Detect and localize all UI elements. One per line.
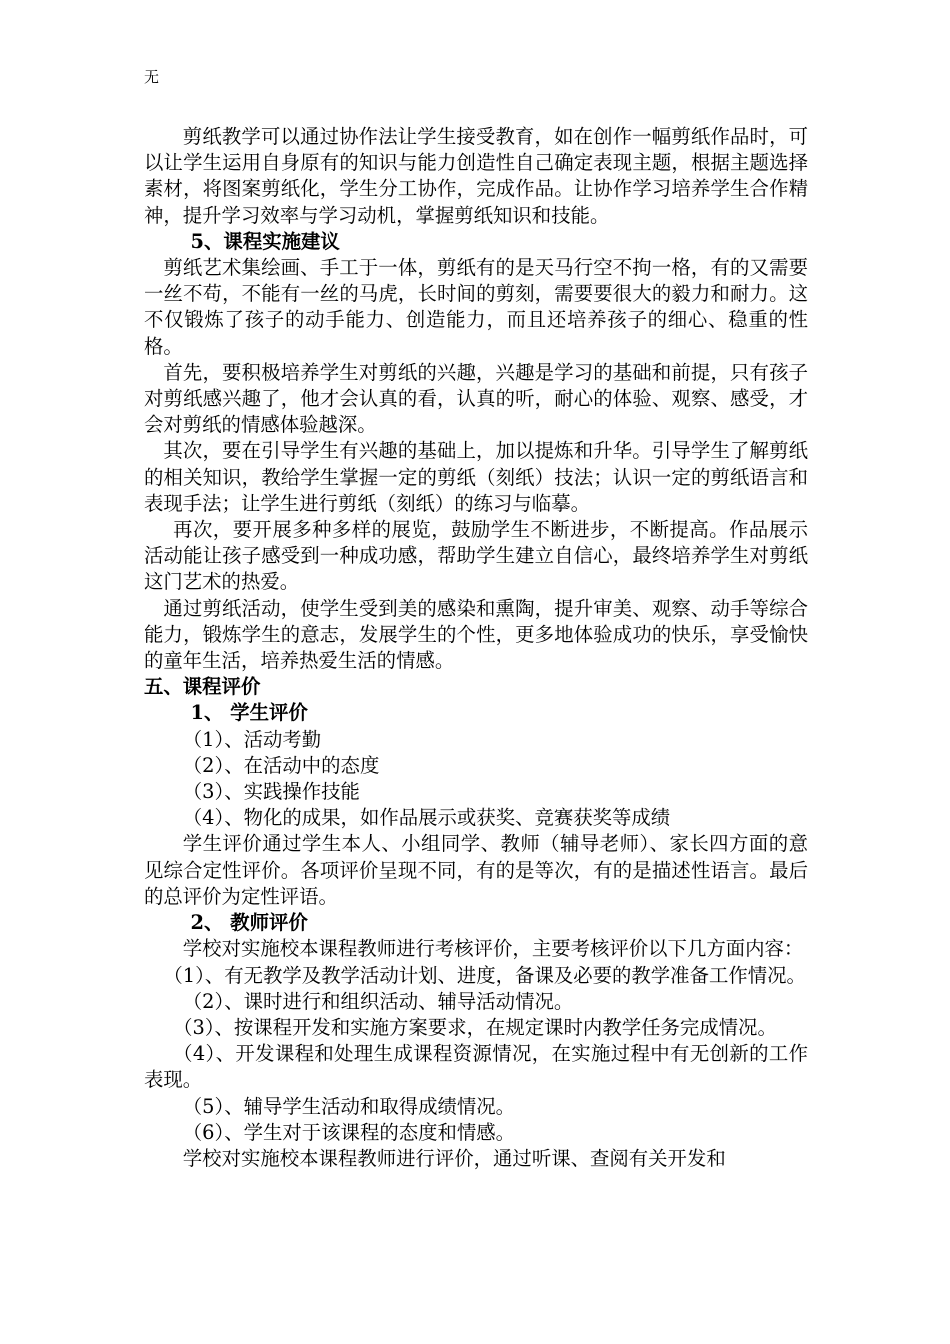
paragraph-student-evaluation: 学生评价通过学生本人、小组同学、教师（辅导老师）、家长四方面的意见综合定性评价。各项评价呈现不同，有的是等次，有的是描述性语言。最后的总评价为定性评语。 [144, 832, 808, 908]
list-item-resources: （4）、开发课程和处理生成课程资源情况，在实施过程中有无创新的工作表现。 [144, 1042, 808, 1092]
paragraph-teacher-evaluation-method: 学校对实施校本课程教师进行评价，通过听课、查阅有关开发和 [182, 1146, 726, 1170]
list-item-class-hours: （2）、课时进行和组织活动、辅导活动情况。 [182, 989, 574, 1013]
document-body [144, 124, 808, 1172]
list-item-results: （4）、物化的成果，如作品展示或获奖、竞赛获奖等成绩 [182, 806, 671, 830]
paragraph-collaboration: 剪纸教学可以通过协作法让学生接受教育，如在创作一幅剪纸作品时，可以让学生运用自身原有的知识与能力创造性自己确定表现主题，根据主题选择素材，将图案剪纸化，学生分工协作，完成作品。让协作学习培养学生合作精神，提升学习效率与学习动机，掌握剪纸知识和技能。 [144, 125, 808, 227]
paragraph-activities: 通过剪纸活动，使学生受到美的感染和熏陶，提升审美、观察、动手等综合能力，锻炼学生的意志，发展学生的个性，更多地体验成功的快乐，享受愉快的童年生活，培养热爱生活的情感。 [144, 596, 808, 673]
heading-student-evaluation: 1、 学生评价 [190, 701, 308, 725]
paragraph-second: 其次，要在引导学生有兴趣的基础上，加以提炼和升华。引导学生了解剪纸的相关知识，教给学生掌握一定的剪纸（刻纸）技法；认识一定的剪纸语言和表现手法；让学生进行剪纸（刻纸）的练习与临摹。 [144, 439, 808, 515]
list-item-teaching-plan: （1）、有无教学及教学活动计划、进度，备课及必要的教学准备工作情况。 [163, 963, 806, 987]
list-item-student-attitude: （6）、学生对于该课程的态度和情感。 [182, 1120, 516, 1144]
page-header: 无 [144, 68, 160, 86]
paragraph-papercut-art: 剪纸艺术集绘画、手工于一体，剪纸有的是天马行空不拘一格，有的又需要一丝不苟，不能有一丝的马虎，长时间的剪刻，需要要很大的毅力和耐力。这不仅锻炼了孩子的动手能力、创造能力，而且还培养孩子的细心、稳重的性格。 [144, 256, 808, 358]
paragraph-teacher-evaluation-intro: 学校对实施校本课程教师进行考核评价，主要考核评价以下几方面内容： [182, 937, 804, 961]
list-item-attendance: （1）、活动考勤 [182, 727, 322, 751]
list-item-task-completion: （3）、按课程开发和实施方案要求，在规定课时内教学任务完成情况。 [173, 1015, 777, 1039]
list-item-attitude: （2）、在活动中的态度 [182, 753, 380, 777]
heading-teacher-evaluation: 2、 教师评价 [190, 911, 308, 935]
paragraph-third: 再次，要开展多种多样的展览，鼓励学生不断进步，不断提高。作品展示活动能让孩子感受到一种成功感，帮助学生建立自信心，最终培养学生对剪纸这门艺术的热爱。 [144, 518, 808, 594]
heading-course-evaluation: 五、课程评价 [144, 675, 261, 699]
paragraph-first: 首先，要积极培养学生对剪纸的兴趣，兴趣是学习的基础和前提，只有孩子对剪纸感兴趣了，他才会认真的看，认真的听，耐心的体验、观察、感受，才会对剪纸的情感体验越深。 [144, 360, 808, 437]
heading-implementation-advice: 5、课程实施建议 [190, 229, 340, 253]
list-item-guidance: （5）、辅导学生活动和取得成绩情况。 [182, 1094, 516, 1118]
list-item-skills: （3）、实践操作技能 [182, 780, 360, 804]
